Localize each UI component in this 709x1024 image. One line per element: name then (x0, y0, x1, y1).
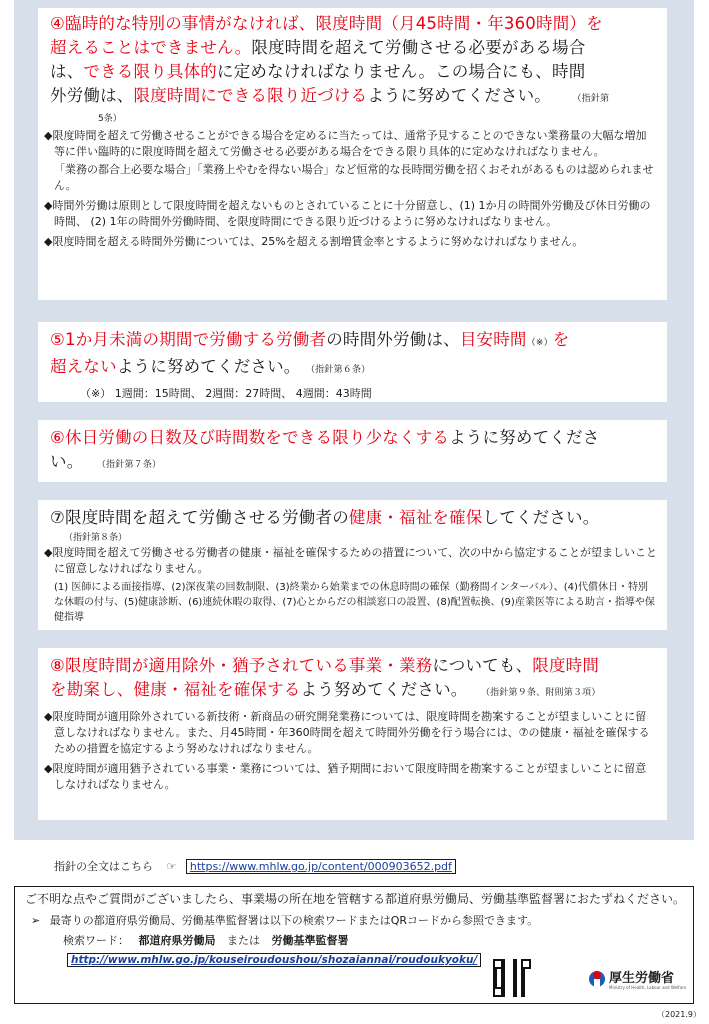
bullet-text: ◆限度時間を超えて労働させることができる場合を定めるに当たっては、通常予見することのできない業務量の大幅な増加等に伴い臨時的に限度時間を超えて労働させる必要がある場合をできる限り具体的に定めなければなりません。 (44, 129, 647, 158)
section-5-card: ⑤1か月未満の期間で労働する労働者の時間外労働は、目安時間（※）を 超えないように努めてください。 （指針第６条） （※） 1週間：15時間、 2週間：27時間、 4週間：43時間 (38, 322, 667, 402)
arrow-bullet-icon: ➢ (31, 914, 41, 927)
date-stamp: （2021.9） (657, 1010, 701, 1019)
measures-list: (1) 医師による面接指導、(2)深夜業の回数制限、(3)終業から始業までの休息時間の確保（勤務間インターバル）、(4)代償休日・特別な休暇の付与、(5)健康診断、(6)連続休暇の取得、(7)心とからだの相談窓口の設置、(8)配置転換、(9)産業医等による助言・指導や保健指導 (54, 582, 655, 623)
bullet-text: 「業務の都合上必要な場合」「業務上やむを得ない場合」など恒常的な長時間労働を招くおそれがあるものは認められません。 (54, 163, 654, 192)
guideline-url-link[interactable]: https://www.mhlw.go.jp/content/000903652.pdf (186, 859, 456, 874)
section-7-heading: ⑦限度時間を超えて労働させる労働者の健康・福祉を確保してください。 (50, 508, 600, 527)
guideline-link-row: 指針の全文はこちら ☞ https://www.mhlw.go.jp/content/000903652.pdf (54, 858, 456, 874)
bullet-text: ◆限度時間が適用猶予されている事業・業務については、猶予期間において限度時間を勘案することが望ましいことに留意しなければなりません。 (44, 762, 647, 791)
search-keywords: 検索ワード： 都道府県労働局 または 労働基準監督署 (63, 934, 349, 947)
section-6-heading: ⑥休日労働の日数及び時間数をできる限り少なくするように努めてくださ (50, 428, 600, 447)
section-8-card: ⑧限度時間が適用除外・猶予されている事業・業務についても、限度時間 を勘案し、健康・福祉を確保するよう努めてください。 （指針第９条、附則第３項） ◆限度時間が適用除外されている新技術・新商品の研究開発業務については、限度時間を勘案することが望ましいことに留意しなければなりません。また、月45時間・年360時間を超えて時間外労働を行う場合には、⑦の健康・福祉を確保するための措置を協定するよう努めなければなりません。 ◆限度時間が適用猶予されている事業・業務については、猶予期間において限度時間を勘案することが望ましいことに留意しなければなりません。 (38, 648, 667, 820)
pointing-hand-icon: ☞ (166, 860, 177, 873)
section-8-heading: ⑧限度時間が適用除外・猶予されている事業・業務についても、限度時間 (50, 656, 600, 675)
section-7-card: ⑦限度時間を超えて労働させる労働者の健康・福祉を確保してください。 （指針第８条） ◆限度時間を超えて労働させる労働者の健康・福祉を確保するための措置について、次の中から協定することが望ましいことに留意しなければなりません。 (1) 医師による面接指導、(2)深夜業の回数制限、(3)終業から始業までの休息時間の確保（勤務間インターバル）、(4)代償休日・特別な休暇の付与、(5)健康診断、(6)連続休暇の取得、(7)心とからだの相談窓口の設置、(8)配置転換、(9)産業医等による助言・指導や保健指導 (38, 500, 667, 630)
section-5-heading: ⑤1か月未満の期間で労働する労働者の時間外労働は、目安時間（※）を (50, 330, 570, 349)
qr-code[interactable] (493, 959, 531, 997)
bullet-text: ◆限度時間を超える時間外労働については、25%を超える割増賃金率とするように努めなければなりません。 (44, 235, 584, 248)
bureau-url-link[interactable]: http://www.mhlw.go.jp/kouseiroudoushou/shozaiannai/roudoukyoku/ (67, 953, 481, 967)
section-4-card: ④臨時的な特別の事情がなければ、限度時間（月45時間・年360時間）を 超えることはできません。限度時間を超えて労働させる必要がある場合 は、できる限り具体的に定めなければなりません。この場合にも、時間 外労働は、限度時間にできる限り近づけるように努めてください。 （指針第 5条） ◆限度時間を超えて労働させることができる場合を定めるに当たっては、通常予見することのできない業務量の大幅な増加等に伴い臨時的に限度時間を超えて労働させる必要がある場合をできる限り具体的に定めなければなりません。 「業務の都合上必要な場合」「業務上やむを得ない場合」など恒常的な長時間労働を招くおそれがあるものは認められません。 ◆時間外労働は原則として限度時間を超えないものとされていることに十分留意し、(1) 1か月の時間外労働及び休日労働の時間、 (2) 1年の時間外労働時間、を限度時間にできる限り近づけるように努めなければなりません。 ◆限度時間を超える時間外労働については、25%を超える割増賃金率とするように努めなければなりません。 (38, 8, 667, 300)
hours-note: （※） 1週間：15時間、 2週間：27時間、 4週間：43時間 (80, 387, 372, 400)
bullet-text: ◆時間外労働は原則として限度時間を超えないものとされていることに十分留意し、(1) 1か月の時間外労働及び休日労働の時間、 (2) 1年の時間外労働時間、を限度時間にできる限り近づけるように努めなければなりません。 (44, 199, 651, 228)
section-4-ref: （指針第 (572, 94, 610, 104)
section-6-card: ⑥休日労働の日数及び時間数をできる限り少なくするように努めてくださ い。 （指針第７条） (38, 420, 667, 482)
mhlw-emblem-icon (587, 967, 607, 991)
bullet-text: ◆限度時間が適用除外されている新技術・新商品の研究開発業務については、限度時間を勘案することが望ましいことに留意しなければなりません。また、月45時間・年360時間を超えて時間外労働を行う場合には、⑦の健康・福祉を確保するための措置を協定するよう努めなければなりません。 (44, 710, 650, 755)
section-4-heading: ④臨時的な特別の事情がなければ、限度時間（月45時間・年360時間）を (50, 14, 603, 33)
contact-text: ご不明な点やご質問がございましたら、事業場の所在地を管轄する都道府県労働局、労働基準監督署におたずねください。 (25, 892, 686, 906)
bullet-text: ◆限度時間を超えて労働させる労働者の健康・福祉を確保するための措置について、次の中から協定することが望ましいことに留意しなければなりません。 (44, 546, 658, 575)
contact-box: ご不明な点やご質問がございましたら、事業場の所在地を管轄する都道府県労働局、労働基準監督署におたずねください。 ➢ 最寄りの都道府県労働局、労働基準監督署は以下の検索ワードまたはQRコードから参照できます。 検索ワード： 都道府県労働局 または 労働基準監督署 http://www.mhlw.go.jp/kouseiroudoushou/shozaiannai/roudoukyoku/ 厚生労働省 Ministry of Health, Labour and Welfare (14, 886, 694, 1004)
